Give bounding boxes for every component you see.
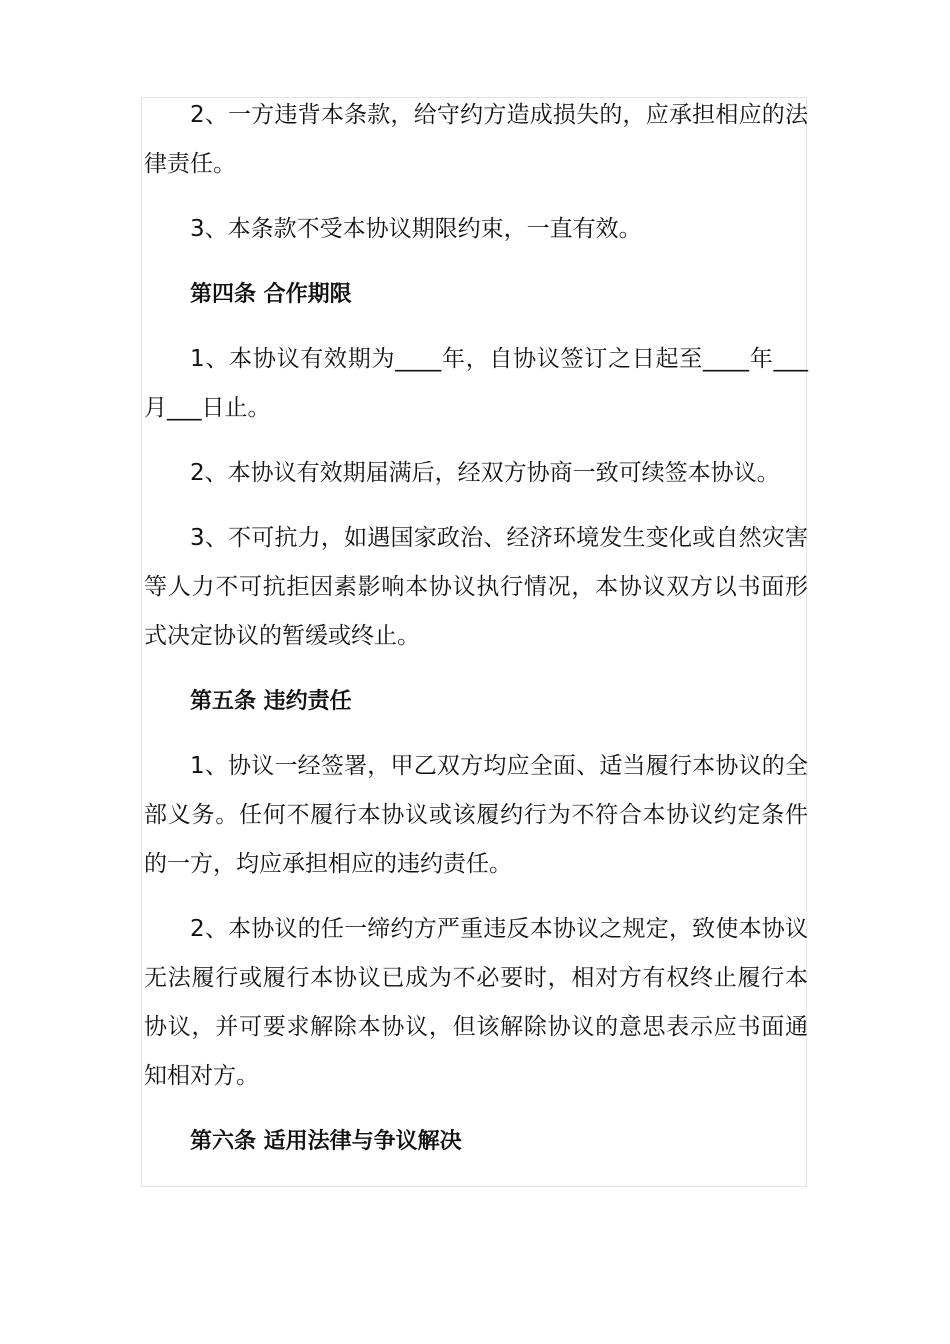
paragraph-gap [144,254,808,270]
article-5-item-2: 2、本协议的任一缔约方严重违反本协议之规定，致使本协议无法履行或履行本协议已成为不必要时，相对方有权终止履行本协议，并可要求解除本协议，但该解除协议的意思表示应书面通知相对方。 [144,916,808,1089]
paragraph-gap [144,661,808,677]
paragraph-gap [144,726,808,742]
paragraph-gap [144,1101,808,1117]
paragraph-gap [144,319,808,335]
document-body [144,91,808,1166]
article-4-item-3: 3、不可抗力，如遇国家政治、经济环境发生变化或自然灾害等人力不可抗拒因素影响本协议执行情况，本协议双方以书面形式决定协议的暂缓或终止。 [144,525,808,649]
paragraph-gap [144,189,808,205]
paragraph-gap [144,889,808,905]
clause-3-item-3: 3、本条款不受本协议期限约束，一直有效。 [190,216,642,242]
article-5-heading: 第五条 违约责任 [190,689,352,714]
clause-3-item-2: 2、一方违背本条款，给守约方造成损失的，应承担相应的法律责任。 [144,102,808,177]
paragraph-gap [144,498,808,514]
article-4-heading: 第四条 合作期限 [190,282,352,307]
article-4-item-1: 1、本协议有效期为____年，自协议签订之日起至____年___月___日止。 [144,346,808,421]
paragraph-gap [144,433,808,449]
article-6-heading: 第六条 适用法律与争议解决 [190,1129,462,1154]
article-4-item-2: 2、本协议有效期届满后，经双方协商一致可续签本协议。 [190,460,780,486]
article-5-item-1: 1、协议一经签署，甲乙双方均应全面、适当履行本协议的全部义务。任何不履行本协议或该履约行为不符合本协议约定条件的一方，均应承担相应的违约责任。 [144,753,808,877]
